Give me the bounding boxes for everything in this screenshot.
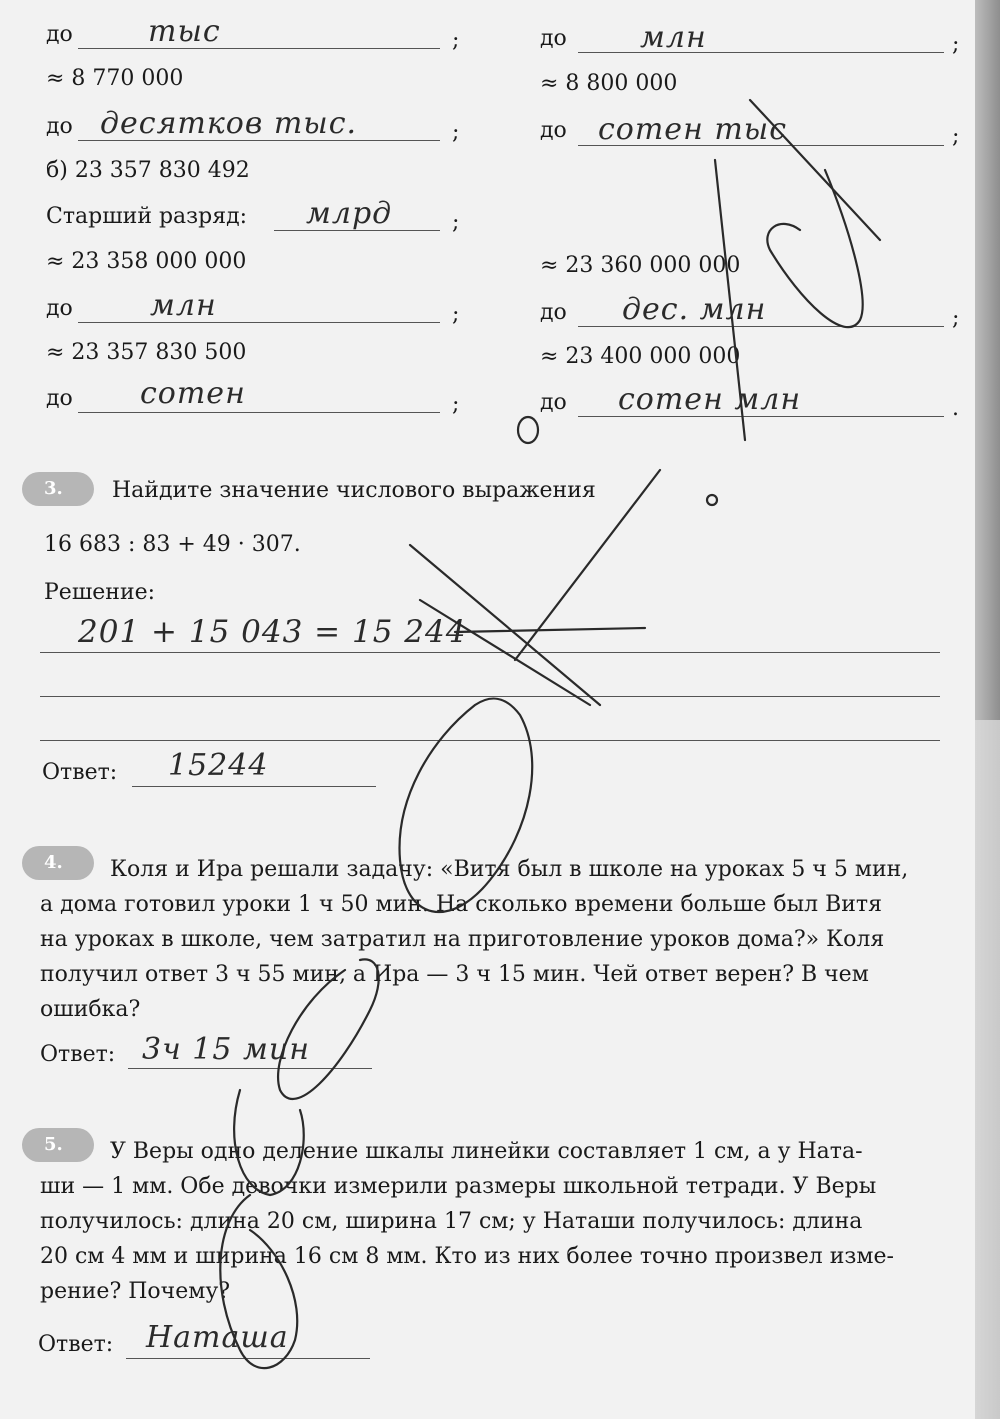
- answer-line: [128, 1068, 372, 1069]
- answer-label: Ответ:: [38, 1332, 114, 1357]
- rounded-value: ≈ 23 358 000 000: [46, 249, 247, 274]
- do-label: до: [46, 114, 73, 139]
- handwritten-answer: дес. млн: [622, 292, 767, 327]
- do-label: до: [540, 300, 567, 325]
- handwritten-answer: млн: [640, 20, 707, 55]
- math-expression: 16 683 : 83 + 49 · 307.: [44, 532, 301, 557]
- answer-line: [78, 48, 440, 49]
- rounded-value: ≈ 23 360 000 000: [540, 253, 741, 278]
- task-text-line: ошибка?: [40, 997, 141, 1022]
- semicolon: ;: [452, 28, 460, 53]
- rounded-value: ≈ 23 357 830 500: [46, 340, 247, 365]
- task-text: [40, 1134, 955, 1309]
- answer-line: [78, 412, 440, 413]
- handwritten-answer: десятков тыс.: [100, 106, 358, 141]
- task-number-badge: 5.: [22, 1128, 94, 1162]
- answer-line: [126, 1358, 370, 1359]
- task-text-line: Коля и Ира решали задачу: «Витя был в школе на уроках 5 ч 5 мин,: [110, 857, 909, 882]
- page-edge-shadow: [975, 0, 1000, 720]
- handwritten-answer: 15244: [168, 748, 269, 783]
- rounded-value: ≈ 8 800 000: [540, 71, 678, 96]
- answer-label: Ответ:: [40, 1042, 116, 1067]
- task-text-line: рение? Почему?: [40, 1279, 231, 1304]
- answer-line: [132, 786, 376, 787]
- rounded-value: ≈ 8 770 000: [46, 66, 184, 91]
- solution-line: [40, 652, 940, 653]
- task-text-line: ши — 1 мм. Обе девочки измерили размеры школьной тетради. У Веры: [40, 1174, 877, 1199]
- do-label: до: [540, 118, 567, 143]
- do-label: до: [46, 386, 73, 411]
- semicolon: ;: [452, 302, 460, 327]
- semicolon: ;: [952, 306, 960, 331]
- handwritten-answer: Наташа: [146, 1320, 289, 1355]
- do-label: до: [540, 390, 567, 415]
- handwritten-answer: сотен тыс: [598, 112, 788, 147]
- part-b-number: б) 23 357 830 492: [46, 158, 250, 183]
- senior-digit-label: Старший разряд:: [46, 204, 248, 229]
- handwritten-answer: сотен млн: [618, 382, 802, 417]
- rounded-value: ≈ 23 400 000 000: [540, 344, 741, 369]
- handwritten-answer: 3ч 15 мин: [142, 1032, 310, 1067]
- semicolon: ;: [952, 124, 960, 149]
- solution-line: [40, 740, 940, 741]
- task-title: Найдите значение числового выражения: [112, 478, 596, 503]
- semicolon: ;: [452, 210, 460, 235]
- semicolon: ;: [452, 120, 460, 145]
- handwritten-answer: тыс: [148, 14, 221, 49]
- period: .: [952, 396, 959, 421]
- task-text: [40, 852, 955, 1027]
- handwritten-answer: млн: [150, 288, 217, 323]
- task-text-line: У Веры одно деление шкалы линейки составляет 1 см, а у Ната-: [110, 1139, 863, 1164]
- task-text-line: на уроках в школе, чем затратил на приготовление уроков дома?» Коля: [40, 927, 885, 952]
- handwritten-answer: сотен: [140, 376, 246, 411]
- do-label: до: [46, 296, 73, 321]
- answer-line: [578, 52, 944, 53]
- task-text-line: 20 см 4 мм и ширина 16 см 8 мм. Кто из них более точно произвел изме-: [40, 1244, 894, 1269]
- solution-label: Решение:: [44, 580, 156, 605]
- page-edge: [975, 720, 1000, 1419]
- answer-line: [78, 322, 440, 323]
- do-label: до: [46, 22, 73, 47]
- handwritten-answer: млрд: [306, 196, 393, 231]
- task-text-line: получилось: длина 20 см, ширина 17 см; у Наташи получилось: длина: [40, 1209, 863, 1234]
- task-text-line: а дома готовил уроки 1 ч 50 мин. На сколько времени больше был Витя: [40, 892, 882, 917]
- semicolon: ;: [952, 32, 960, 57]
- task-number-badge: 4.: [22, 846, 94, 880]
- answer-label: Ответ:: [42, 760, 118, 785]
- task-number-badge: 3.: [22, 472, 94, 506]
- do-label: до: [540, 26, 567, 51]
- task-text-line: получил ответ 3 ч 55 мин, а Ира — 3 ч 15 мин. Чей ответ верен? В чем: [40, 962, 869, 987]
- handwritten-solution: 201 + 15 043 = 15 244: [78, 614, 467, 650]
- semicolon: ;: [452, 392, 460, 417]
- solution-line: [40, 696, 940, 697]
